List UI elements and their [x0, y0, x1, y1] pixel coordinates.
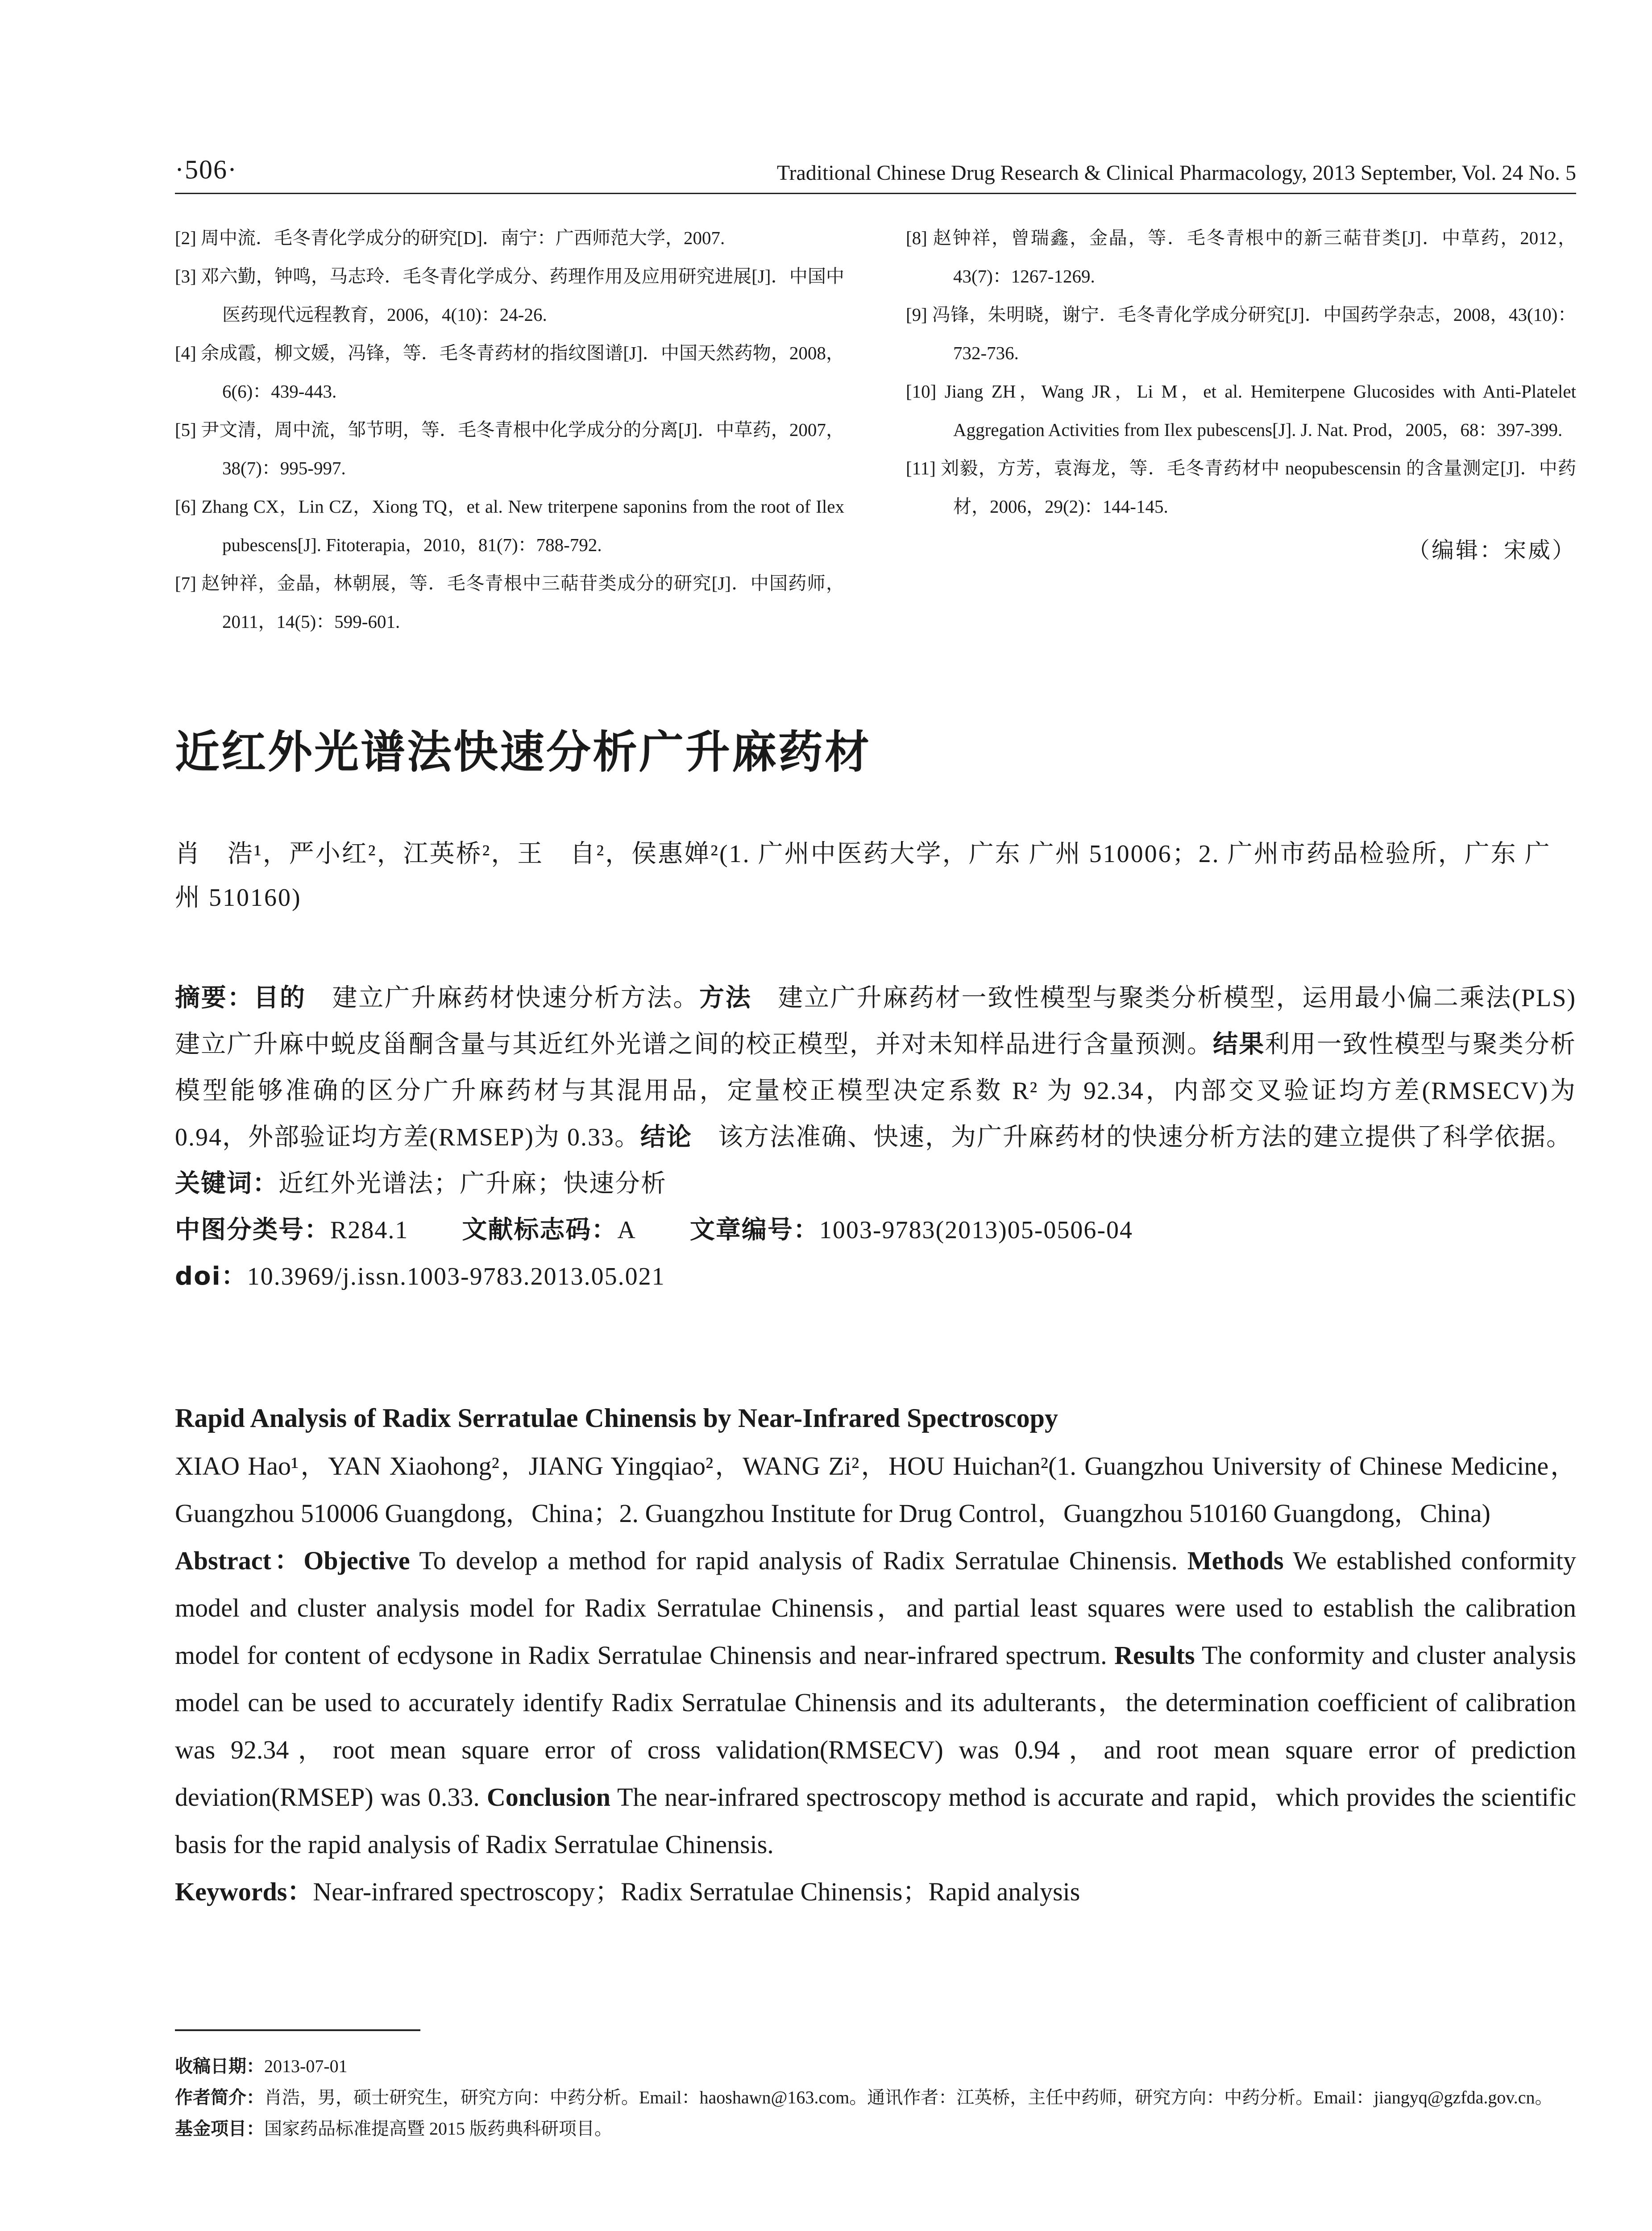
doi-value: 10.3969/j.issn.1003-9783.2013.05.021: [247, 1263, 665, 1290]
results-en-label: Results: [1114, 1641, 1195, 1670]
funding-text: 国家药品标准提高暨 2015 版药典科研项目。: [264, 2119, 612, 2139]
doc-code-label: 文献标志码：: [462, 1215, 618, 1244]
article-title-cn: 近红外光谱法快速分析广升麻药材: [175, 726, 871, 778]
abstract-label: 摘要：: [175, 983, 254, 1012]
reference-item: [4] 余成霞，柳文媛，冯锋，等．毛冬青药材的指纹图谱[J]．中国天然药物，2008，6(6)：439-443.: [175, 343, 844, 402]
clc-value: R284.1: [330, 1216, 409, 1244]
page-number: ·506·: [175, 155, 237, 184]
results-text: 利用一致性模型与聚类分析模型能够准确的区分广升麻药材与其混用品，定量校正模型决定系数 R² 为 92.34，内部交叉验证均方差(RMSECV)为 0.94，外部验证均方差(RMSEP)为 0.33。: [175, 1031, 1577, 1151]
doc-code-value: A: [617, 1216, 636, 1244]
conclusion-text: 该方法准确、快速，为广升麻药材的快速分析方法的建立提供了科学依据。: [692, 1124, 1572, 1151]
reference-item: [3] 邓六勤，钟鸣，马志玲．毛冬青化学成分、药理作用及应用研究进展[J]．中国中医药现代远程教育，2006，4(10)：24-26.: [175, 266, 844, 325]
article-number-label: 文章编号：: [689, 1215, 819, 1244]
english-section: [175, 1394, 1576, 1916]
reference-item: [5] 尹文清，周中流，邹节明，等．毛冬青根中化学成分的分离[J]．中草药，2007，38(7)：995-997.: [175, 419, 844, 478]
keywords-cn: [175, 1161, 1576, 1207]
objective-text: 建立广升麻药材快速分析方法。: [306, 984, 699, 1012]
reference-item: [6] Zhang CX，Lin CZ，Xiong TQ，et al. New triterpene saponins from the root of Ilex pubescens[J]. Fitoterapia，2010，81(7)：788-792.: [175, 496, 844, 555]
keywords-en: [175, 1868, 1576, 1916]
doi-line: [175, 1253, 1576, 1300]
reference-item: [9] 冯锋，朱明晓，谢宁．毛冬青化学成分研究[J]．中国药学杂志，2008，43(10)：732-736.: [906, 304, 1576, 363]
abstract-en: [175, 1537, 1576, 1868]
authors-cn: 肖 浩¹，严小红²，江英桥²，王 自²，侯惠婵²(1. 广州中医药大学，广东 广州 510006；2. 广州市药品检验所，广东 广州 510160): [175, 840, 1551, 912]
header-divider: [175, 193, 1576, 194]
footnote-divider: [175, 2029, 420, 2031]
classification-line: [175, 1207, 1576, 1253]
author-bio-text: 肖浩，男，硕士研究生，研究方向：中药分析。Email：haoshawn@163.com。通讯作者：江英桥，主任中药师，研究方向：中药分析。Email：jiangyq@gzfda.gov.cn。: [264, 2087, 1553, 2107]
references-right-column: [906, 219, 1576, 569]
keywords-en-value: Near-infrared spectroscopy；Radix Serratulae Chinensis；Rapid analysis: [313, 1877, 1080, 1906]
reference-item: [11] 刘毅，方芳，袁海龙，等．毛冬青药材中 neopubescensin 的含量测定[J]．中药材，2006，29(2)：144-145.: [906, 458, 1576, 517]
doi-label: doi：: [175, 1262, 247, 1291]
conclusion-label: 结论: [640, 1123, 692, 1152]
article-number-value: 1003-9783(2013)05-0506-04: [819, 1216, 1133, 1244]
abstract-en-label: Abstract：: [175, 1546, 304, 1575]
reference-item: [2] 周中流．毛冬青化学成分的研究[D]．南宁：广西师范大学，2007.: [175, 228, 725, 248]
running-header: [175, 154, 1576, 185]
author-bio: [175, 2082, 1576, 2113]
received-value: 2013-07-01: [264, 2056, 348, 2076]
conclusion-en-label: Conclusion: [486, 1783, 611, 1812]
methods-text: 建立广升麻药材一致性模型与聚类分析模型，运用最小偏二乘法(PLS)建立广升麻中蜕皮甾酮含量与其近红外光谱之间的校正模型，并对未知样品进行含量预测。: [175, 984, 1577, 1058]
abstract-cn-body: [175, 975, 1576, 1161]
objective-en-label: Objective: [303, 1546, 410, 1575]
keywords-en-label: Keywords：: [175, 1877, 313, 1906]
conclusion-en-text: The near-infrared spectroscopy method is accurate and rapid，which provides the scientific basis for the rapid analysis of Radix Serratulae Chinensis.: [175, 1783, 1577, 1859]
journal-citation: Traditional Chinese Drug Research & Clinical Pharmacology, 2013 September, Vol. 24 No. 5: [776, 161, 1576, 185]
methods-en-text: We established conformity model and cluster analysis model for Radix Serratulae Chinensis，and partial least squares were used to establish the calibration model for content of ecdysone in Radix Serratulae Chinensis and near-infrared spectrum.: [175, 1546, 1576, 1670]
editor-credit: （编辑：宋威）: [1407, 538, 1576, 563]
keywords-label: 关键词：: [175, 1169, 278, 1198]
funding-label: 基金项目：: [175, 2119, 264, 2139]
funding: [175, 2113, 1576, 2144]
abstract-cn: [175, 975, 1576, 1300]
reference-item: [10] Jiang ZH，Wang JR，Li M，et al. Hemiterpene Glucosides with Anti-Platelet Aggregation Activities from Ilex pubescens[J]. J. Nat. Prod，2005，68：397-399.: [906, 381, 1576, 440]
references-left-column: [175, 219, 844, 641]
keywords-value: 近红外光谱法；广升麻；快速分析: [278, 1170, 667, 1198]
results-en-text: The conformity and cluster analysis model can be used to accurately identify Radix Serratulae Chinensis and its adulterants，the determination coefficient of calibration was 92.34，root mean square error of cross validation(RMSECV) was 0.94，and root mean square error of prediction deviation(RMSEP) was 0.33.: [175, 1641, 1576, 1812]
authors-en: XIAO Hao¹，YAN Xiaohong²，JIANG Yingqiao²，WANG Zi²，HOU Huichan²(1. Guangzhou University of Chinese Medicine，Guangzhou 510006 Guangdong，China；2. Guangzhou Institute for Drug Control，Guangzhou 510160 Guangdong，China): [175, 1451, 1576, 1528]
author-bio-label: 作者简介：: [175, 2087, 264, 2108]
objective-en-text: To develop a method for rapid analysis of Radix Serratulae Chinensis.: [410, 1546, 1187, 1575]
results-label: 结果: [1213, 1030, 1265, 1059]
clc-label: 中图分类号：: [175, 1215, 330, 1244]
reference-item: [7] 赵钟祥，金晶，林朝展，等．毛冬青根中三萜苷类成分的研究[J]．中国药师，2011，14(5)：599-601.: [175, 573, 844, 632]
methods-label: 方法: [699, 983, 752, 1012]
received-date: [175, 2051, 1576, 2082]
article-title-en: Rapid Analysis of Radix Serratulae Chinensis by Near-Infrared Spectroscopy: [175, 1403, 1058, 1433]
received-label: 收稿日期：: [175, 2056, 264, 2077]
methods-en-label: Methods: [1187, 1546, 1284, 1575]
reference-item: [8] 赵钟祥，曾瑞鑫，金晶，等．毛冬青根中的新三萜苷类[J]．中草药，2012，43(7)：1267-1269.: [906, 228, 1576, 286]
objective-label: 目的: [253, 983, 306, 1012]
footnotes: [175, 2051, 1576, 2144]
